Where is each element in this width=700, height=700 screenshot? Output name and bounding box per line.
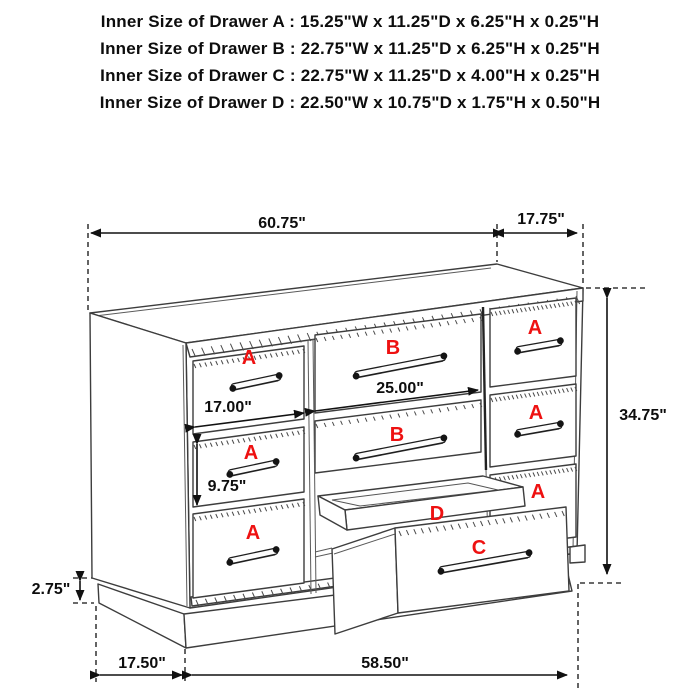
left-side-panel <box>90 313 190 608</box>
drawer-size-line-d: Inner Size of Drawer D : 22.50"W x 10.75"D x 1.75"H x 0.50"H <box>99 93 601 112</box>
dimension-base-depth <box>100 655 182 675</box>
label-drawer-a-left-bottom: A <box>245 522 261 544</box>
dimension-base-height <box>32 581 80 600</box>
label-drawer-a-right-middle: A <box>528 402 544 424</box>
dim-top-width-value: 60.75" <box>258 215 306 232</box>
label-drawer-b-bottom: B <box>389 424 405 446</box>
dimension-base-width <box>192 655 567 675</box>
drawer-size-line-b: Inner Size of Drawer B : 22.75"W x 11.25"D x 6.25"H x 0.25"H <box>100 39 600 58</box>
dim-drawer-a-width-value: 17.00" <box>204 399 252 416</box>
drawer-a-left-bottom-face <box>193 499 304 598</box>
dim-base-depth-value: 17.50" <box>118 655 166 672</box>
dim-base-height-value: 2.75" <box>31 581 71 598</box>
dimension-top-width <box>91 215 494 233</box>
dim-base-width-value: 58.50" <box>361 655 409 672</box>
drawer-size-line-a: Inner Size of Drawer A : 15.25"W x 11.25"D x 6.25"H x 0.25"H <box>100 12 600 31</box>
drawer-size-line-c: Inner Size of Drawer C : 22.75"W x 11.25"D x 4.00"H x 0.25"H <box>100 66 600 85</box>
label-tray-d: D <box>429 503 445 525</box>
dim-drawer-b-width-value: 25.00" <box>376 380 424 397</box>
label-drawer-a-right-top: A <box>527 317 543 339</box>
right-foot <box>570 545 585 563</box>
dim-drawer-a-height-value: 9.75" <box>207 478 247 495</box>
label-drawer-c: C <box>471 537 487 559</box>
label-drawer-a-right-bottom: A <box>530 481 546 503</box>
dimension-overall-height <box>607 298 667 574</box>
dimension-top-depth <box>503 211 577 233</box>
dim-overall-height-value: 34.75" <box>619 407 667 424</box>
label-drawer-a-left-middle: A <box>243 442 259 464</box>
dim-top-depth-value: 17.75" <box>517 211 565 228</box>
label-drawer-a-left-top: A <box>241 347 257 369</box>
label-drawer-b-top: B <box>385 337 401 359</box>
